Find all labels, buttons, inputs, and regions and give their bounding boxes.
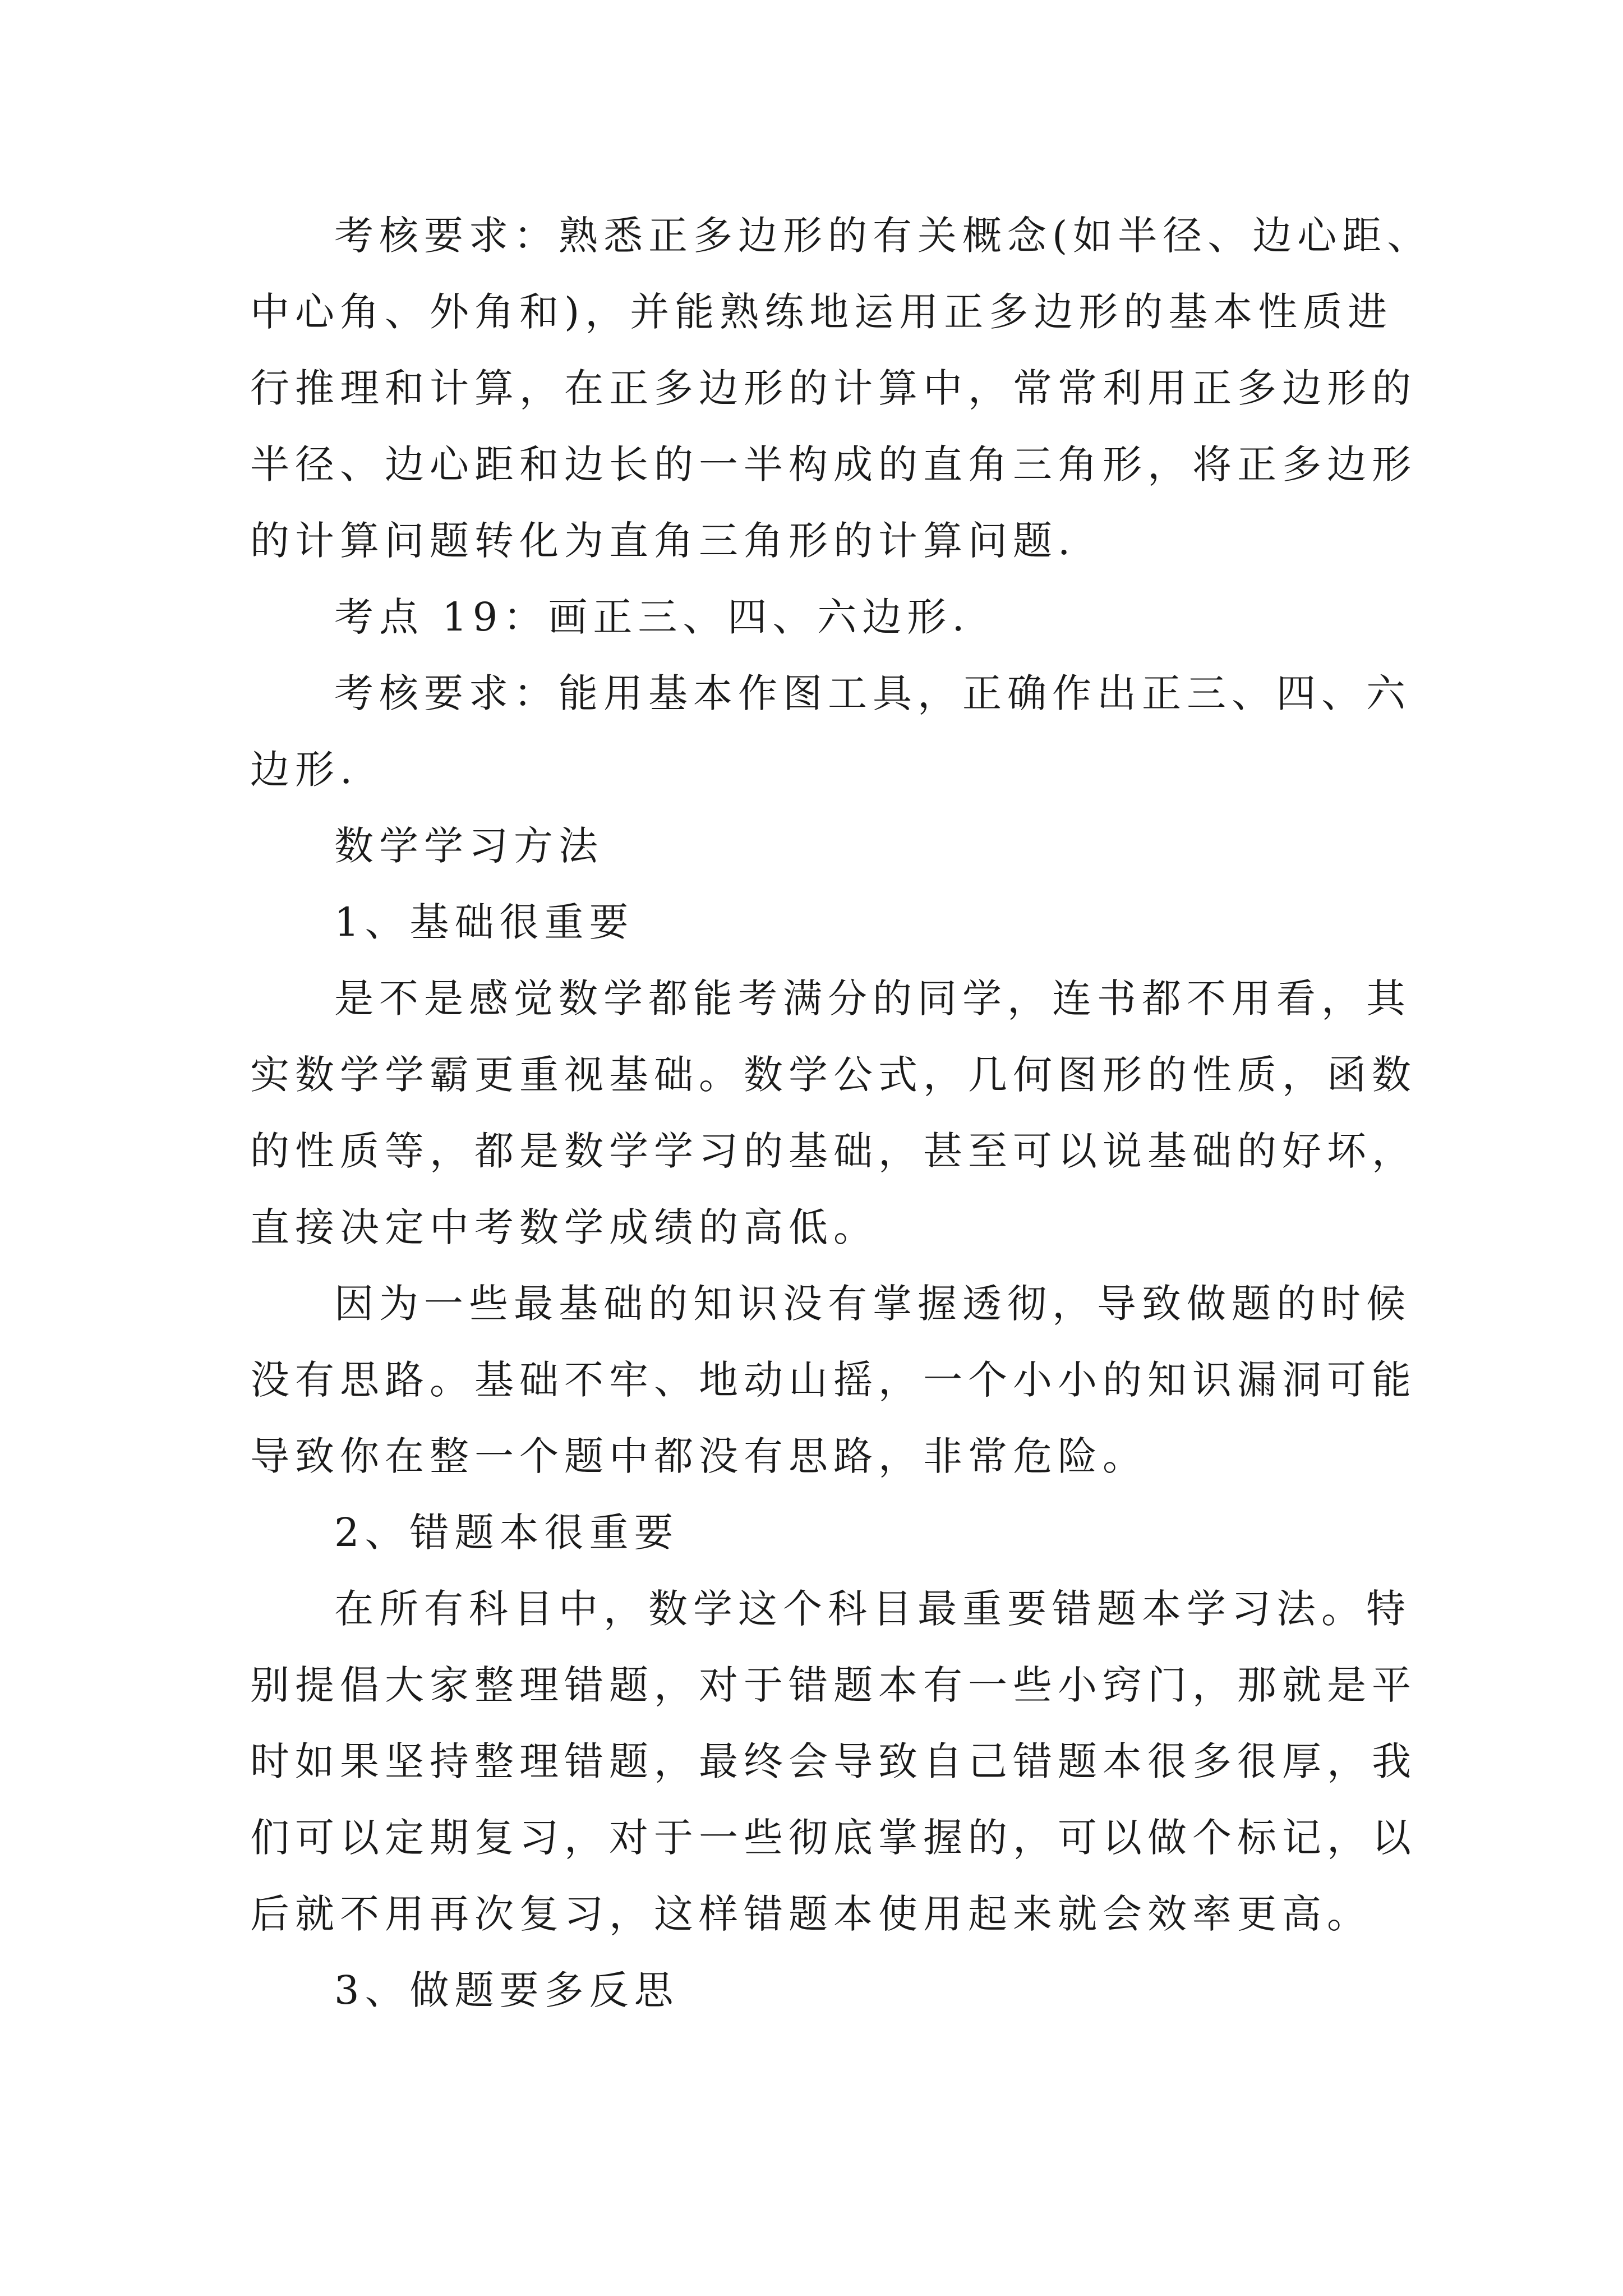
text-line: 考点 19：画正三、四、六边形. [334, 594, 970, 640]
text-line: 半径、边心距和边长的一半构成的直角三角形，将正多边形 [250, 441, 1417, 487]
text-line: 时如果坚持整理错题，最终会导致自己错题本很多很厚，我 [250, 1738, 1417, 1784]
paragraph-knowledge-gaps [250, 1266, 1417, 1494]
text-line: 导致你在整一个题中都没有思路，非常危险。 [250, 1433, 1147, 1479]
text-line: 没有思路。基础不牢、地动山摇，一个小小的知识漏洞可能 [250, 1357, 1417, 1403]
text-line: 别提倡大家整理错题，对于错题本有一些小窍门，那就是平 [250, 1662, 1417, 1708]
text-line: 的性质等，都是数学学习的基础，甚至可以说基础的好坏， [250, 1128, 1417, 1174]
text-line: 2、错题本很重要 [334, 1510, 679, 1556]
text-line: 边形. [250, 747, 358, 793]
heading-exam-point-19 [250, 579, 1383, 655]
text-line: 3、做题要多反思 [334, 1967, 679, 2013]
paragraph-requirement-polygon-concepts [250, 197, 1432, 579]
text-line: 考核要求：能用基本作图工具，正确作出正三、四、六 [334, 670, 1411, 716]
text-line: 们可以定期复习，对于一些彻底掌握的，可以做个标记，以 [250, 1815, 1417, 1861]
text-line: 是不是感觉数学都能考满分的同学，连书都不用看，其 [334, 976, 1411, 1022]
text-line: 中心角、外角和)，并能熟练地运用正多边形的基本性质进 [250, 289, 1393, 335]
text-line: 后就不用再次复习，这样错题本使用起来就会效率更高。 [250, 1891, 1372, 1937]
paragraph-mistake-notebook [250, 1571, 1417, 1952]
text-line: 行推理和计算，在正多边形的计算中，常常利用正多边形的 [250, 365, 1417, 411]
text-line: 1、基础很重要 [334, 899, 634, 945]
heading-method-1 [250, 884, 1383, 960]
text-line: 因为一些最基础的知识没有掌握透彻，导致做题的时候 [334, 1281, 1411, 1327]
heading-method-2 [250, 1494, 1383, 1571]
heading-study-methods [250, 808, 1383, 884]
text-line: 直接决定中考数学成绩的高低。 [250, 1204, 878, 1250]
text-line: 在所有科目中，数学这个科目最重要错题本学习法。特 [334, 1586, 1411, 1632]
paragraph-fundamentals [250, 960, 1417, 1266]
paragraph-requirement-drawing [250, 655, 1411, 808]
text-line: 实数学学霸更重视基础。数学公式，几何图形的性质，函数 [250, 1052, 1417, 1098]
text-line: 数学学习方法 [334, 823, 603, 869]
document-body [250, 197, 1432, 2028]
heading-method-3 [250, 1952, 1383, 2028]
text-line: 的计算问题转化为直角三角形的计算问题. [250, 518, 1076, 564]
text-line: 考核要求：熟悉正多边形的有关概念(如半径、边心距、 [334, 213, 1432, 259]
